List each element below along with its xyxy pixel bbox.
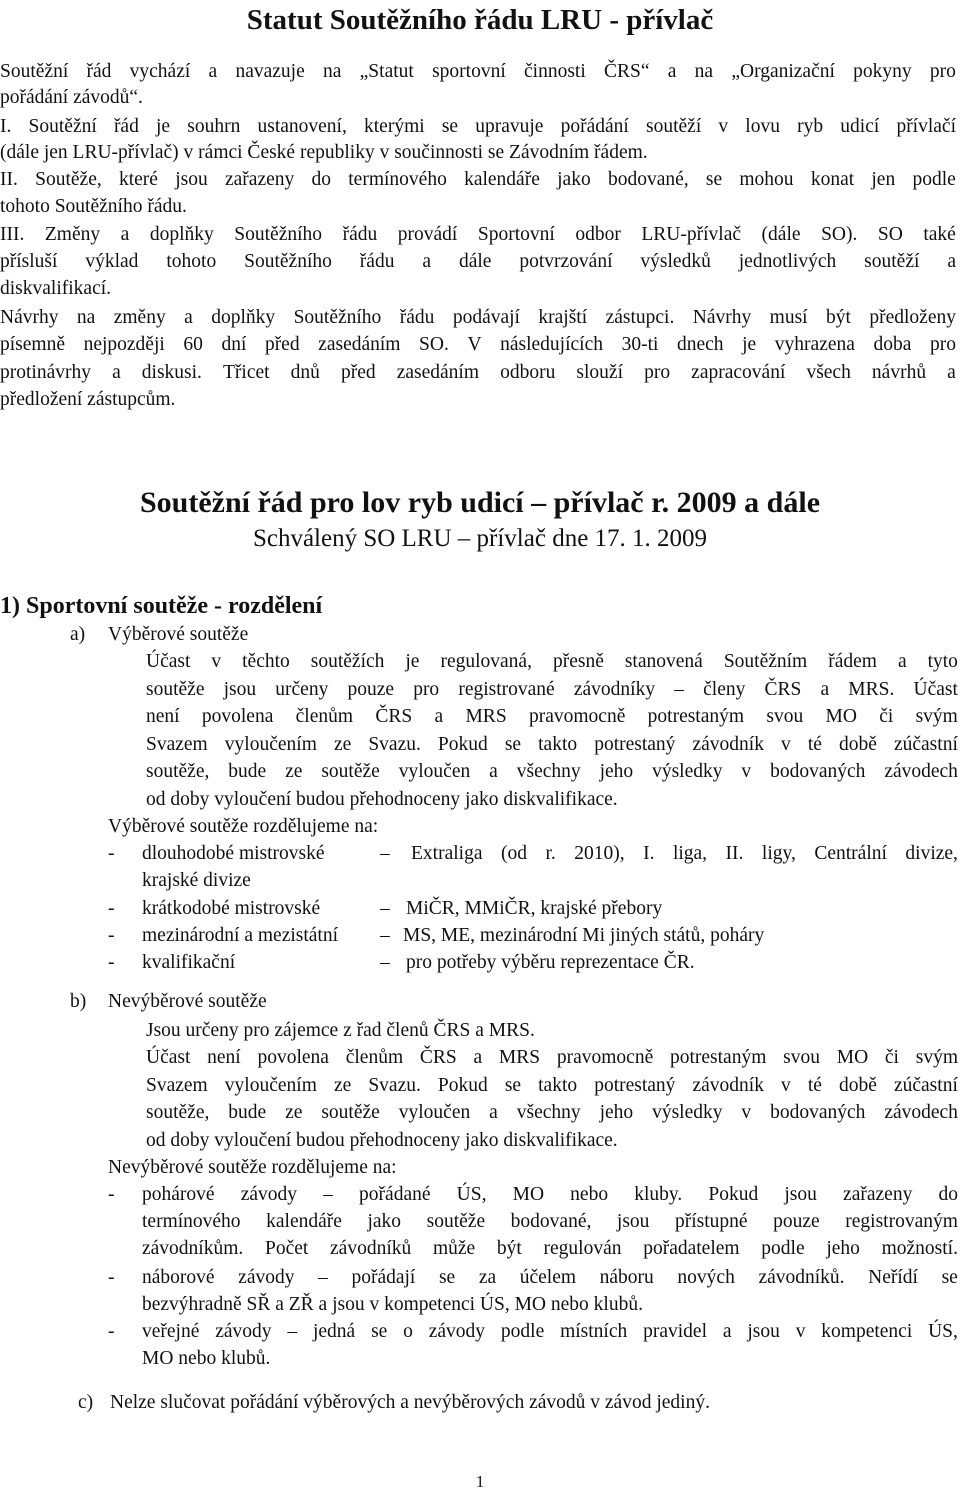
list-item-description: MS, ME, mezinárodní Mi jiných států, poháry [403, 925, 765, 946]
paragraph-line: od doby vyloučení budou přehodnoceny jako diskvalifikace. [146, 1130, 618, 1151]
list-item-line: pohárové závody – pořádané ÚS, MO nebo kluby. Pokud jsou zařazeny do [142, 1184, 958, 1205]
list-item-name: krátkodobé mistrovské [142, 898, 321, 919]
list-item-line: termínového kalendáře jako soutěže bodované, jsou přístupné pouze registrovaným [142, 1211, 958, 1232]
list-item-name: kvalifikační [142, 952, 236, 973]
statute-line: přísluší výklad tohoto Soutěžního řádu a dále potvrzování výsledků jednotlivých soutěží a [0, 251, 956, 272]
list-bullet: - [108, 843, 115, 864]
list-item-separator: – [380, 952, 390, 973]
list-item-separator: – [380, 925, 390, 946]
list-item-name: mezinárodní a mezistátní [142, 925, 339, 946]
subsection-a-split-label: Výběrové soutěže rozdělujeme na: [108, 816, 379, 837]
subsection-b-split-label: Nevýběrové soutěže rozdělujeme na: [108, 1157, 397, 1178]
document-title: Statut Soutěžního řádu LRU - přívlač [246, 4, 714, 36]
statute-line: pořádání závodů“. [0, 87, 143, 108]
list-bullet: - [108, 898, 115, 919]
paragraph-line: není povolena členům ČRS a MRS pravomocně potrestaným svou MO či svým [146, 706, 958, 727]
list-item-line: závodníkům. Počet závodníků může být regulován pořadatelem podle jeho možností. [142, 1238, 958, 1259]
paragraph-line: soutěže, bude ze soutěže vyloučen a všechny jeho výsledky v bodovaných závodech [146, 761, 958, 782]
list-item-name: dlouhodobé mistrovské [142, 843, 325, 864]
list-item-line: náborové závody – pořádají se za účelem náboru nových závodníků. Neřídí se [142, 1267, 958, 1288]
subsection-a-label: a) [70, 624, 86, 645]
approval-line: Schválený SO LRU – přívlač dne 17. 1. 2009 [252, 525, 708, 552]
paragraph-line: Jsou určeny pro zájemce z řad členů ČRS a MRS. [146, 1020, 535, 1041]
statute-line: I. Soutěžní řád je souhrn ustanovení, kterými se upravuje pořádání soutěží v lovu ryb udicí přívlačí [0, 116, 956, 137]
statute-line: (dále jen LRU-přívlač) v rámci České republiky v součinnosti se Závodním řádem. [0, 142, 648, 163]
statute-line: tohoto Soutěžního řádu. [0, 196, 187, 217]
rules-title: Soutěžní řád pro lov ryb udicí – přívlač r. 2009 a dále [139, 486, 821, 519]
list-bullet: - [108, 1184, 115, 1205]
list-item-line: veřejné závody – jedná se o závody podle místních pravidel a jsou v kompetenci ÚS, [142, 1321, 958, 1342]
list-item-line: MO nebo klubů. [142, 1348, 271, 1369]
list-item-description: Extraliga (od r. 2010), I. liga, II. ligy, Centrální divize, [411, 843, 958, 864]
statute-line: III. Změny a doplňky Soutěžního řádu provádí Sportovní odbor LRU-přívlač (dále SO). SO také [0, 224, 956, 245]
subsection-b-heading: Nevýběrové soutěže [108, 991, 267, 1012]
paragraph-line: soutěže, bude ze soutěže vyloučen a všechny jeho výsledky v bodovaných závodech [146, 1102, 958, 1123]
statute-line: Návrhy na změny a doplňky Soutěžního řádu podávají krajští zástupci. Návrhy musí být předloženy [0, 307, 956, 328]
paragraph-line: Svazem vyloučením ze Svazu. Pokud se takto potrestaný závodník v té době zúčastní [146, 1075, 958, 1096]
list-item-separator: – [380, 843, 390, 864]
page-number: 1 [475, 1472, 485, 1491]
subsection-c-label: c) [78, 1392, 94, 1413]
paragraph-line: od doby vyloučení budou přehodnoceny jako diskvalifikace. [146, 789, 618, 810]
statute-line: písemně nejpozději 60 dní před zasedáním SO. V následujících 30-ti dnech je vyhrazena doba pro [0, 334, 956, 355]
paragraph-line: Účast v těchto soutěžích je regulovaná, přesně stanovená Soutěžním řádem a tyto [146, 651, 958, 672]
subsection-c-text: Nelze slučovat pořádání výběrových a nevýběrových závodů v závod jediný. [110, 1392, 710, 1413]
statute-line: předložení zástupcům. [0, 389, 176, 410]
subsection-b-label: b) [70, 991, 87, 1012]
list-item-line: bezvýhradně SŘ a ZŘ a jsou v kompetenci ÚS, MO nebo klubů. [142, 1294, 643, 1315]
list-bullet: - [108, 925, 115, 946]
statute-line: diskvalifikací. [0, 278, 112, 299]
list-item-separator: – [380, 898, 390, 919]
statute-line: II. Soutěže, které jsou zařazeny do termínového kalendáře jako bodované, se mohou konat jen podle [0, 169, 956, 190]
paragraph-line: soutěže jsou určeny pouze pro registrované závodníky – členy ČRS a MRS. Účast [146, 679, 958, 700]
list-item-description: pro potřeby výběru reprezentace ČR. [406, 952, 695, 973]
paragraph-line: Svazem vyloučením ze Svazu. Pokud se takto potrestaný závodník v té době zúčastní [146, 734, 958, 755]
list-bullet: - [108, 1267, 115, 1288]
statute-line: Soutěžní řád vychází a navazuje na „Statut sportovní činnosti ČRS“ a na „Organizační pokyny pro [0, 61, 956, 82]
list-item-description: MiČR, MMiČR, krajské přebory [406, 898, 663, 919]
paragraph-line: Účast není povolena členům ČRS a MRS pravomocně potrestaným svou MO či svým [146, 1047, 958, 1068]
list-item-continuation: krajské divize [142, 870, 251, 891]
subsection-a-heading: Výběrové soutěže [108, 624, 249, 645]
list-bullet: - [108, 952, 115, 973]
section-1-title: 1) Sportovní soutěže - rozdělení [0, 593, 323, 619]
statute-line: protinávrhy a diskusi. Třicet dnů před zasedáním odboru slouží pro zapracování všech návrhů a [0, 362, 956, 383]
list-bullet: - [108, 1321, 115, 1342]
